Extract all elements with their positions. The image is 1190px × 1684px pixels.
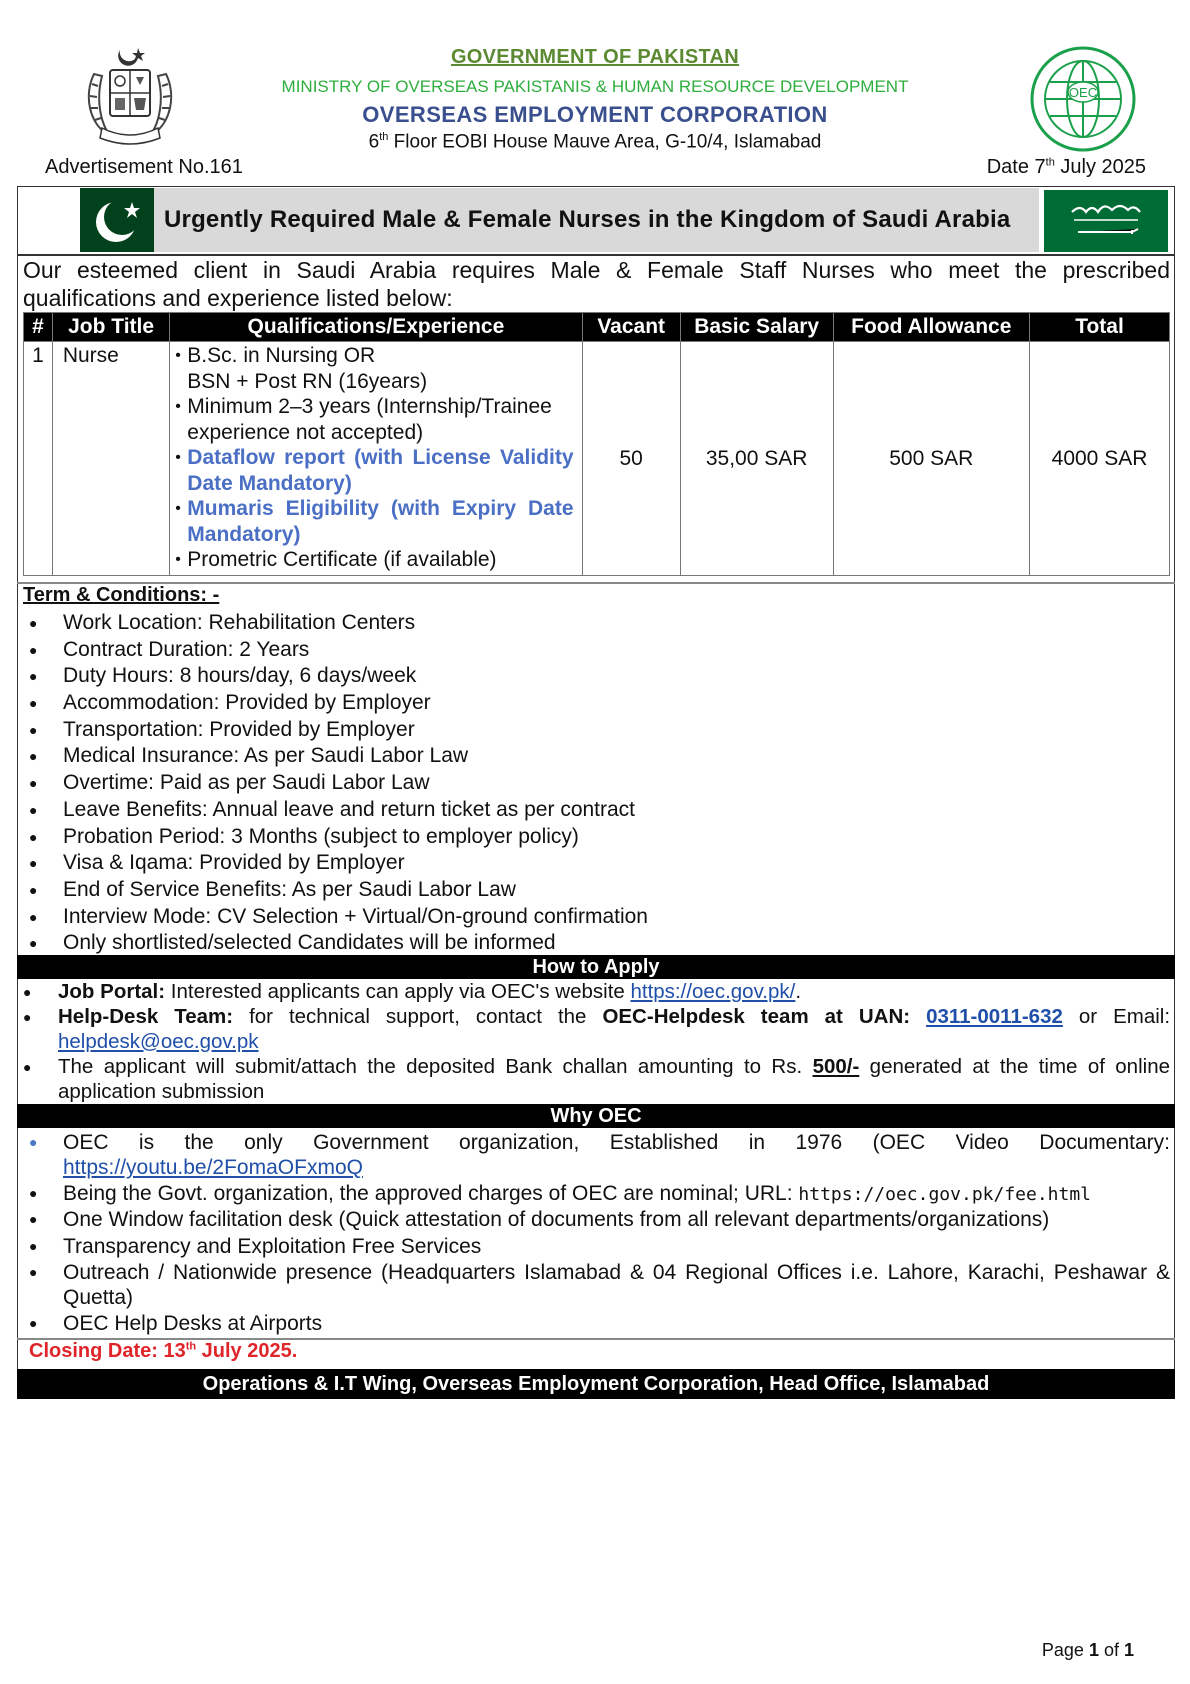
qualification-item-mumaris: • Mumaris Eligibility (with Expiry Date Mandatory) (175, 497, 574, 546)
apply-item-challan: ● The applicant will submit/attach the deposited Bank challan amounting to Rs. 500/- generated at the time of online application submission (23, 1055, 1170, 1103)
intro-line-1: Our esteemed client in Saudi Arabia requires Male & Female Staff Nurses who meet the prescribed (23, 257, 1170, 283)
list-item: ● Leave Benefits: Annual leave and return ticket as per contract (29, 797, 636, 821)
list-item: ● Probation Period: 3 Months (subject to employer policy) (29, 824, 579, 848)
list-item: ● Contract Duration: 2 Years (29, 637, 310, 661)
ministry-heading: MINISTRY OF OVERSEAS PAKISTANIS & HUMAN RESOURCE DEVELOPMENT (281, 77, 909, 96)
col-header-basic-salary: Basic Salary (680, 313, 833, 342)
col-header-vacant: Vacant (582, 313, 680, 342)
government-heading: GOVERNMENT OF PAKISTAN (450, 46, 740, 68)
qualification-item: • Minimum 2–3 years (Internship/Trainee experience not accepted) (175, 395, 552, 444)
cell-basic-salary: 35,00 SAR (680, 342, 833, 576)
list-item: ● Interview Mode: CV Selection + Virtual/On-ground confirmation (29, 904, 648, 928)
page-number: Page 1 of 1 (1041, 1640, 1134, 1660)
svg-text:OEC: OEC (1068, 85, 1098, 100)
apply-item-helpdesk: ● Help-Desk Team: for technical support, contact the OEC-Helpdesk team at UAN: 0311-0011-632 or Email: helpdesk@oec.gov.pk (23, 1005, 1171, 1053)
how-to-apply-heading: How to Apply (17, 955, 1175, 979)
terms-heading: Term & Conditions: - (23, 584, 220, 606)
corporation-heading: OVERSEAS EMPLOYMENT CORPORATION (362, 102, 828, 127)
saudi-arabia-flag-icon (1044, 190, 1168, 252)
cell-job-title: Nurse (52, 342, 169, 576)
table-row (24, 342, 1170, 576)
closing-date: Closing Date: 13th July 2025. (29, 1340, 298, 1362)
cell-qualifications (170, 342, 582, 576)
list-item: ● Medical Insurance: As per Saudi Labor Law (29, 744, 469, 768)
list-item: ● Transportation: Provided by Employer (29, 717, 415, 741)
footer-banner: Operations & I.T Wing, Overseas Employment Corporation, Head Office, Islamabad (17, 1369, 1175, 1399)
list-item: ● Only shortlisted/selected Candidates will be informed (29, 931, 556, 955)
why-item: ● Outreach / Nationwide presence (Headquarters Islamabad & 04 Regional Offices i.e. Lahore, Karachi, Peshawar & Quetta) (29, 1261, 1170, 1309)
intro-line-2: qualifications and experience listed below: (23, 285, 453, 311)
oec-logo-icon (1030, 46, 1136, 152)
why-item: ● OEC is the only Government organization, Established in 1976 (OEC Video Documentary: https://youtu.be/2FomaOFxmoQ (29, 1131, 1170, 1179)
why-item: ● One Window facilitation desk (Quick attestation of documents from all relevant departments/organizations) (29, 1208, 1050, 1231)
list-item: ● Duty Hours: 8 hours/day, 6 days/week (29, 664, 417, 688)
helpdesk-uan-link[interactable]: 0311-0011-632 (926, 1005, 1063, 1028)
why-item: ● Transparency and Exploitation Free Services (29, 1235, 482, 1258)
col-header-job-title: Job Title (52, 313, 169, 342)
table-header-row (24, 313, 1170, 342)
job-table (23, 312, 1170, 576)
list-item: ● Accommodation: Provided by Employer (29, 691, 431, 715)
pakistan-flag-icon (58, 188, 154, 252)
cell-food-allowance: 500 SAR (833, 342, 1030, 576)
why-item: ● OEC Help Desks at Airports (29, 1312, 323, 1335)
qualification-item: • Prometric Certificate (if available) (175, 548, 497, 571)
why-oec-heading: Why OEC (17, 1104, 1175, 1128)
col-header-food-allowance: Food Allowance (833, 313, 1030, 342)
fee-url[interactable]: https://oec.gov.pk/fee.html (798, 1184, 1092, 1205)
oec-website-link[interactable]: https://oec.gov.pk/ (630, 980, 796, 1003)
col-header-index: # (24, 313, 53, 342)
helpdesk-email-link[interactable]: helpdesk@oec.gov.pk (58, 1029, 259, 1053)
list-item: ● Overtime: Paid as per Saudi Labor Law (29, 771, 430, 795)
col-header-qualifications: Qualifications/Experience (170, 313, 582, 342)
qualification-item-dataflow: • Dataflow report (with License Validity Date Mandatory) (175, 446, 574, 495)
youtube-documentary-link[interactable]: https://youtu.be/2FomaOFxmoQ (63, 1156, 363, 1179)
pakistan-state-emblem-icon (80, 44, 180, 148)
qualification-item: • B.Sc. in Nursing OR (175, 344, 376, 367)
list-item: ● Visa & Iqama: Provided by Employer (29, 851, 405, 875)
apply-item-job-portal: ● Job Portal: Interested applicants can apply via OEC's website https://oec.gov.pk/. (23, 980, 802, 1003)
advertisement-title: Urgently Required Male & Female Nurses in the Kingdom of Saudi Arabia (154, 188, 1039, 252)
cell-vacant: 50 (582, 342, 680, 576)
list-item: ● Work Location: Rehabilitation Centers (29, 611, 416, 634)
advertisement-date: Date 7th July 2025 (986, 156, 1146, 178)
qualification-item-continued: BSN + Post RN (16years) (187, 369, 428, 393)
col-header-total: Total (1030, 313, 1170, 342)
office-address: 6th Floor EOBI House Mauve Area, G-10/4, Islamabad (368, 131, 822, 153)
list-item: ● End of Service Benefits: As per Saudi Labor Law (29, 877, 516, 901)
advertisement-number: Advertisement No.161 (45, 156, 243, 178)
terms-list (23, 610, 648, 957)
cell-total: 4000 SAR (1030, 342, 1170, 576)
cell-index: 1 (24, 342, 53, 576)
why-item: ● Being the Govt. organization, the approved charges of OEC are nominal; URL: https://oec.gov.pk/fee.html (29, 1182, 1092, 1205)
